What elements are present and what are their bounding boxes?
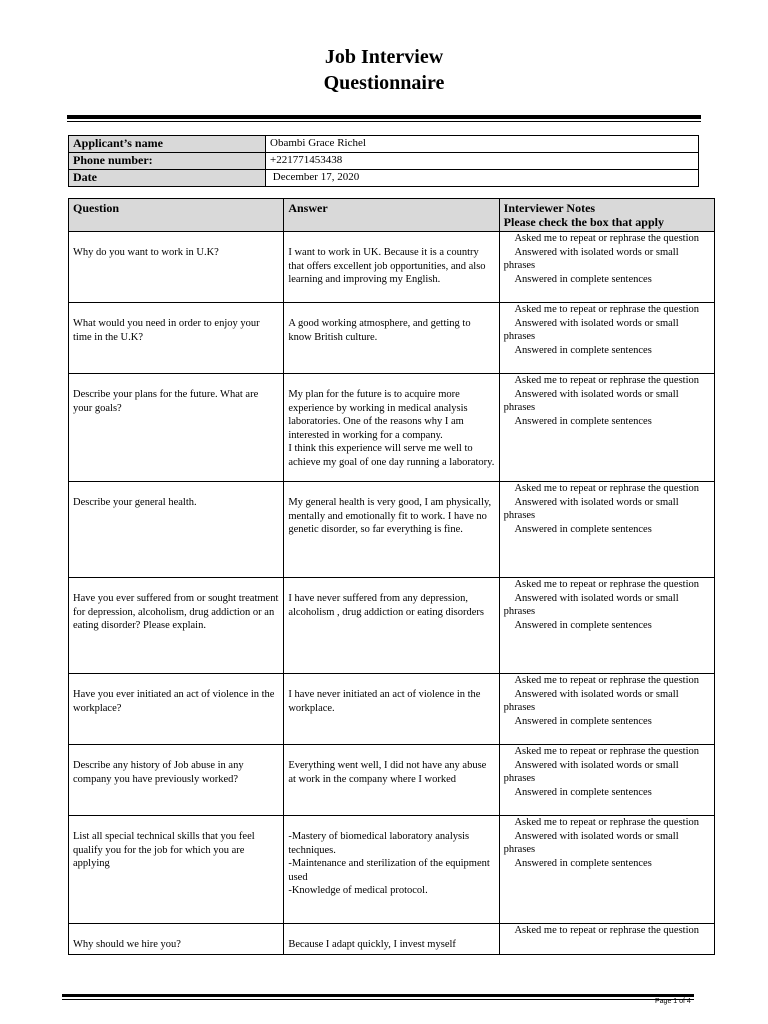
- answer-text: I have never initiated an act of violence in the workplace.: [288, 689, 481, 714]
- question-row: [69, 303, 715, 374]
- question-cell: [69, 482, 284, 578]
- notes-checkbox-option[interactable]: Answered with isolated words or small phrases: [503, 830, 702, 842]
- question-row: [69, 232, 715, 303]
- question-text: Have you ever initiated an act of violence in the workplace?: [73, 689, 275, 714]
- answer-cell: [284, 674, 499, 745]
- header-notes-subtitle: Please check the box that apply: [503, 215, 664, 229]
- notes-checkbox-option[interactable]: Answered with isolated words or small phrases: [503, 496, 702, 508]
- info-row-name: [69, 136, 699, 153]
- footer-rule: [62, 994, 694, 997]
- question-cell: [69, 924, 284, 955]
- notes-checkbox-option[interactable]: Asked me to repeat or rephrase the question: [503, 375, 689, 386]
- notes-checkbox-option[interactable]: Answered in complete sentences: [503, 260, 641, 271]
- answer-cell: [284, 232, 499, 303]
- notes-cell: [499, 578, 714, 674]
- notes-checkbox-option[interactable]: Answered with isolated words or small phrases: [503, 592, 702, 604]
- notes-checkbox-option[interactable]: Answered in complete sentences: [503, 702, 641, 713]
- answer-cell: [284, 816, 499, 924]
- notes-checkbox-option[interactable]: Answered with isolated words or small phrases: [503, 388, 702, 400]
- question-text: Describe your plans for the future. What are your goals?: [73, 389, 259, 414]
- question-row: [69, 816, 715, 924]
- notes-cell: [499, 816, 714, 924]
- header-notes-title: Interviewer Notes: [503, 201, 596, 215]
- answer-text: -Mastery of biomedical laboratory analysis techniques. -Maintenance and sterilization of the equipment used -Knowledge of medical protocol.: [288, 831, 490, 896]
- question-row: [69, 674, 715, 745]
- info-value: Obambi Grace Richel: [266, 136, 699, 153]
- answer-text: My general health is very good, I am physically, mentally and emotionally fit to work. I have no genetic disorder, so far everything is fine.: [288, 497, 492, 535]
- info-row-phone: [69, 153, 699, 170]
- notes-checkbox-option[interactable]: Asked me to repeat or rephrase the question: [503, 675, 689, 686]
- notes-cell: [499, 924, 714, 955]
- info-label: Date: [69, 170, 266, 187]
- header-answer: Answer: [284, 199, 499, 232]
- document-title: [0, 44, 768, 96]
- answer-text: I have never suffered from any depression, alcoholism , drug addiction or eating disorders: [288, 593, 484, 618]
- notes-checkbox-option[interactable]: Answered with isolated words or small phrases: [503, 246, 702, 258]
- footer-rule-thin: [62, 999, 694, 1000]
- page-number: Page 1 of 4: [655, 998, 691, 1005]
- info-label: Phone number:: [69, 153, 266, 170]
- notes-checkbox-option[interactable]: Answered with isolated words or small phrases: [503, 317, 702, 329]
- answer-text: My plan for the future is to acquire more experience by working in medical analysis laboratories. One of the reasons why I am interested in working for a company. I think this experience will serve me well to achieve my goal of one day running a laboratory.: [288, 389, 495, 468]
- question-row: [69, 745, 715, 816]
- info-value: December 17, 2020: [266, 170, 699, 187]
- header-rule: [67, 115, 701, 119]
- answer-text: I want to work in UK. Because it is a country that offers excellent job opportunities, and also learning and improving my English.: [288, 247, 486, 285]
- question-cell: [69, 578, 284, 674]
- title-line-1: Job Interview: [324, 46, 444, 68]
- question-text: Why should we hire you?: [73, 939, 181, 950]
- applicant-info-table: [68, 135, 699, 187]
- notes-checkbox-option[interactable]: Asked me to repeat or rephrase the question: [503, 579, 689, 590]
- question-row: [69, 374, 715, 482]
- answer-text: A good working atmosphere, and getting to know British culture.: [288, 318, 471, 343]
- notes-cell: [499, 482, 714, 578]
- question-text: Describe your general health.: [73, 497, 197, 508]
- notes-checkbox-option[interactable]: Answered in complete sentences: [503, 844, 641, 855]
- answer-cell: [284, 374, 499, 482]
- info-row-date: [69, 170, 699, 187]
- header-notes: [499, 199, 714, 232]
- answer-cell: [284, 303, 499, 374]
- notes-checkbox-option[interactable]: Asked me to repeat or rephrase the question: [503, 483, 689, 494]
- title-line-2: Questionnaire: [323, 72, 445, 94]
- question-text: Why do you want to work in U.K?: [73, 247, 219, 258]
- table-header-row: [69, 199, 715, 232]
- question-cell: [69, 674, 284, 745]
- notes-checkbox-option[interactable]: Answered in complete sentences: [503, 510, 641, 521]
- notes-cell: [499, 303, 714, 374]
- notes-cell: [499, 745, 714, 816]
- notes-checkbox-option[interactable]: Asked me to repeat or rephrase the question: [503, 925, 689, 936]
- notes-checkbox-option[interactable]: Asked me to repeat or rephrase the question: [503, 746, 689, 757]
- header-rule-thin: [67, 121, 701, 122]
- question-text: List all special technical skills that you feel qualify you for the job for which you are applying: [73, 831, 255, 869]
- notes-checkbox-option[interactable]: Answered in complete sentences: [503, 773, 641, 784]
- notes-checkbox-option[interactable]: Answered with isolated words or small phrases: [503, 759, 702, 771]
- answer-cell: [284, 578, 499, 674]
- info-value: +221771453438: [266, 153, 699, 170]
- answer-text: Because I adapt quickly, I invest myself: [288, 939, 456, 950]
- notes-cell: [499, 232, 714, 303]
- notes-cell: [499, 374, 714, 482]
- questionnaire-table: [68, 198, 715, 955]
- answer-cell: [284, 482, 499, 578]
- answer-cell: [284, 924, 499, 955]
- notes-checkbox-option[interactable]: Answered in complete sentences: [503, 402, 641, 413]
- question-cell: [69, 816, 284, 924]
- answer-cell: [284, 745, 499, 816]
- answer-text: Everything went well, I did not have any abuse at work in the company where I worked: [288, 760, 487, 785]
- notes-checkbox-option[interactable]: Asked me to repeat or rephrase the question: [503, 304, 689, 315]
- question-cell: [69, 745, 284, 816]
- notes-checkbox-option[interactable]: Asked me to repeat or rephrase the question: [503, 233, 689, 244]
- question-text: Have you ever suffered from or sought treatment for depression, alcoholism, drug addiction or an eating disorder? Please explain.: [73, 593, 279, 631]
- question-text: What would you need in order to enjoy your time in the U.K?: [73, 318, 260, 343]
- notes-checkbox-option[interactable]: Answered in complete sentences: [503, 331, 641, 342]
- question-text: Describe any history of Job abuse in any company you have previously worked?: [73, 760, 244, 785]
- notes-cell: [499, 674, 714, 745]
- question-cell: [69, 303, 284, 374]
- header-question: Question: [69, 199, 284, 232]
- question-cell: [69, 374, 284, 482]
- info-label: Applicant’s name: [69, 136, 266, 153]
- question-row: [69, 924, 715, 955]
- notes-checkbox-option[interactable]: Answered with isolated words or small phrases: [503, 688, 702, 700]
- question-row: [69, 578, 715, 674]
- question-cell: [69, 232, 284, 303]
- notes-checkbox-option[interactable]: Answered in complete sentences: [503, 606, 641, 617]
- notes-checkbox-option[interactable]: Asked me to repeat or rephrase the question: [503, 817, 689, 828]
- question-row: [69, 482, 715, 578]
